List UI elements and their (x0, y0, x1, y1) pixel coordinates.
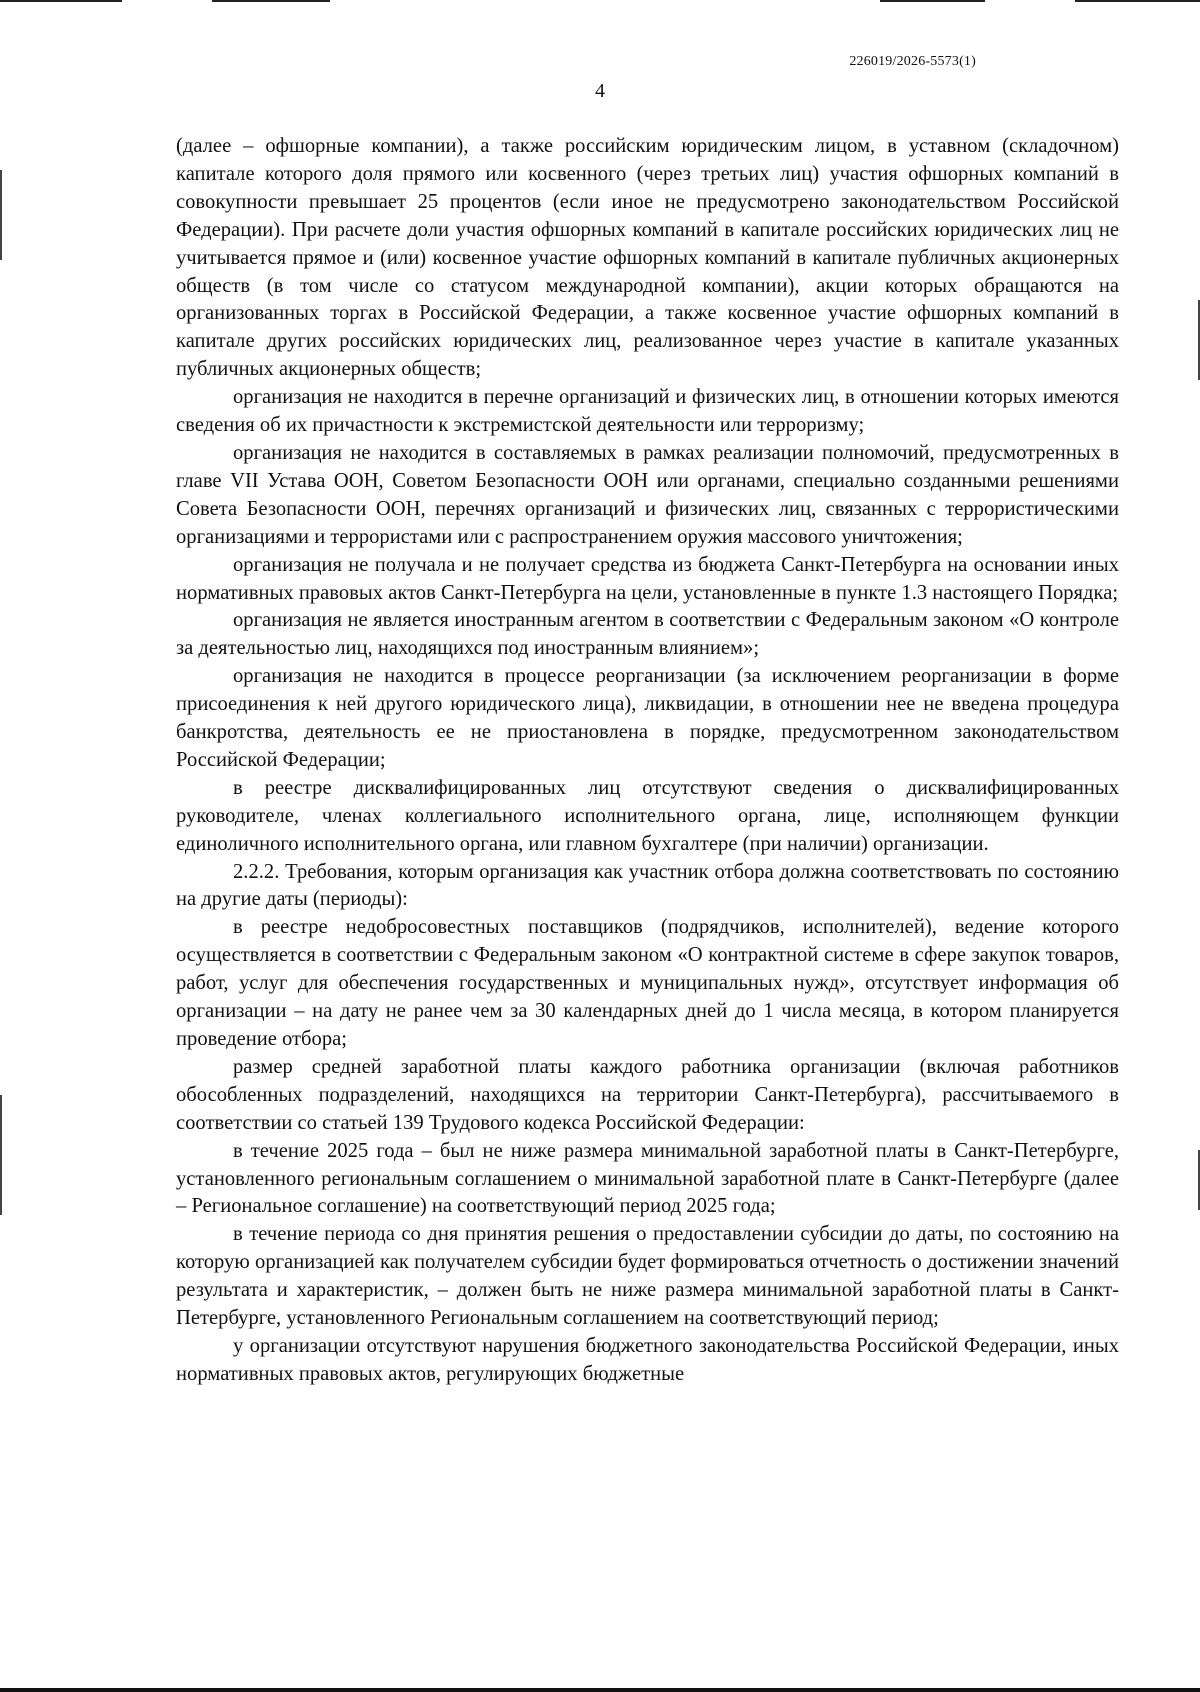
scan-edge-bottom (0, 1688, 1200, 1692)
paragraph-average-salary: размер средней заработной платы каждого работника организации (включая работников обособленных подразделений, находящихся на территории Санкт-Петербурга), рассчитываемого в соответствии со статьей 139 Трудового кодекса Российской Федерации: (176, 1055, 1119, 1134)
scan-edge-left-2 (0, 1095, 2, 1215)
document-body (176, 133, 1119, 1389)
paragraph-salary-period: в течение периода со дня принятия решения о предоставлении субсидии до даты, по состоянию на которую организацией как получателем субсидии будет формироваться отчетность о достижении значений результата и характеристик, – должен быть не ниже размера минимальной заработной платы в Санкт-Петербурге, установленного Региональным соглашением на соответствующий период; (176, 1223, 1119, 1330)
scan-edge-top-mid-right (880, 0, 985, 2)
page-number: 4 (595, 80, 605, 102)
paragraph-offshore-companies: (далее – офшорные компании), а также российским юридическим лицом, в уставном (складочном) капитале которого доля прямого или косвенного (через третьих лиц) участия офшорных компаний в совокупности превышает 25 процентов (если иное не предусмотрено законодательством Российской Федерации). При расчете доли участия офшорных компаний в капитале российских юридических лиц не учитывается прямое и (или) косвенное участие офшорных компаний в капитале публичных акционерных обществ (в том числе со статусом международной компании), акции которых обращаются на организованных торгах в Российской Федерации, а также косвенное участие офшорных компаний в капитале других российских юридических лиц, реализованное через участие в капитале указанных публичных акционерных обществ; (176, 135, 1119, 381)
scan-edge-top-mid-left (212, 0, 330, 2)
paragraph-un-sanctions-list: организация не находится в составляемых в рамках реализации полномочий, предусмотренных в главе VII Устава ООН, Советом Безопасности ООН или органами, специально созданными решениями Совета Безопасности ООН, перечнях организаций и физических лиц, связанных с террористическими организациями и террористами или с распространением оружия массового уничтожения; (176, 441, 1119, 548)
paragraph-reorganization: организация не находится в процессе реорганизации (за исключением реорганизации в форме присоединения к ней другого юридического лица), ликвидации, в отношении нее не введена процедура банкротства, деятельность ее не приостановлена в порядке, предусмотренном законодательством Российской Федерации; (176, 665, 1119, 771)
document-registration-number: 226019/2026-5573(1) (849, 54, 976, 69)
scan-edge-top-left (0, 0, 122, 2)
paragraph-extremism-list: организация не находится в перечне организаций и физических лиц, в отношении которых имеются сведения об их причастности к экстремистской деятельности или терроризму; (176, 386, 1119, 437)
paragraph-salary-2025: в течение 2025 года – был не ниже размера минимальной заработной платы в Санкт-Петербурге, установленного региональным соглашением о минимальной заработной плате в Санкт-Петербурге (далее – Региональное соглашение) на соответствующий период 2025 года; (176, 1139, 1119, 1218)
paragraph-foreign-agent: организация не является иностранным агентом в соответствии с Федеральным законом «О контроле за деятельностью лиц, находящихся под иностранным влиянием»; (176, 609, 1119, 660)
paragraph-unscrupulous-suppliers: в реестре недобросовестных поставщиков (подрядчиков, исполнителей), ведение которого осуществляется в соответствии с Федеральным законом «О контрактной системе в сфере закупок товаров, работ, услуг для обеспечения государственных и муниципальных нужд», отсутствует информация об организации – на дату не ранее чем за 30 календарных дней до 1 числа месяца, в котором планируется проведение отбора; (176, 916, 1119, 1050)
paragraph-budget-violations: у организации отсутствуют нарушения бюджетного законодательства Российской Федерации, иных нормативных правовых актов, регулирующих бюджетные (176, 1334, 1119, 1385)
paragraph-section-2-2-2: 2.2.2. Требования, которым организация как участник отбора должна соответствовать по состоянию на другие даты (периоды): (176, 860, 1119, 911)
paragraph-budget-funds: организация не получала и не получает средства из бюджета Санкт-Петербурга на основании иных нормативных правовых актов Санкт-Петербурга на цели, установленные в пункте 1.3 настоящего Порядка; (176, 553, 1119, 604)
scan-edge-top-right (1075, 0, 1200, 2)
paragraph-disqualified-persons: в реестре дисквалифицированных лиц отсутствуют сведения о дисквалифицированных руководителе, членах коллегиального исполнительного органа, лице, исполняющем функции единоличного исполнительного органа, или главном бухгалтере (при наличии) организации. (176, 776, 1119, 855)
scan-edge-left-1 (0, 170, 2, 260)
